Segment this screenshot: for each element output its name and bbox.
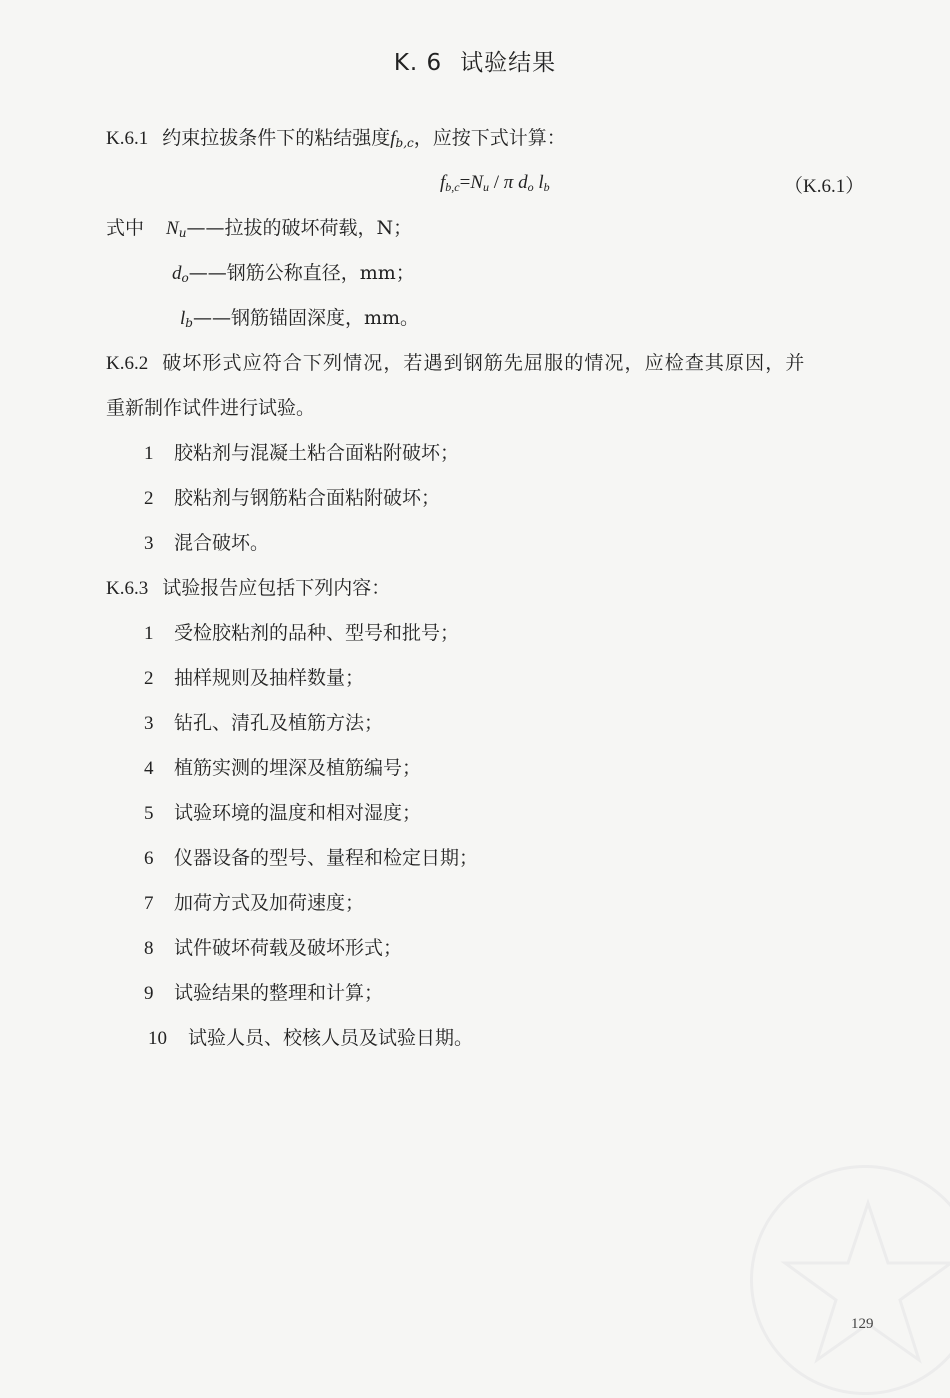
list-item [144, 666, 364, 691]
item-text: 试验人员、校核人员及试验日期。 [188, 1027, 474, 1049]
item-number: 3 [144, 533, 154, 554]
item-text: 抽样规则及抽样数量； [174, 667, 365, 689]
item-text: 加荷方式及加荷速度； [174, 892, 365, 914]
item-number: 3 [144, 713, 154, 734]
item-number: 6 [144, 848, 154, 869]
clause-k63 [106, 576, 390, 601]
clause-number: K.6.3 [106, 578, 149, 599]
clause-k62 [106, 351, 805, 376]
list-item [148, 1026, 473, 1051]
clause-k62-cont [106, 396, 315, 420]
item-number: 9 [144, 983, 154, 1004]
list-item [144, 486, 440, 511]
formula-eq: = [459, 172, 471, 193]
list-item [144, 801, 421, 826]
list-item [144, 531, 269, 556]
section-heading [0, 44, 950, 77]
list-item [144, 711, 383, 736]
item-number: 10 [148, 1028, 167, 1049]
formula-n: N [470, 172, 484, 193]
item-number: 2 [144, 488, 154, 509]
where-d-desc: ——钢筋公称直径，mm； [188, 262, 415, 284]
where-n-desc: ——拉拔的破坏荷载，N； [186, 217, 413, 239]
bond-strength-symbol: f [390, 128, 396, 149]
clause-k61 [106, 126, 566, 155]
item-number: 5 [144, 803, 154, 824]
where-l-desc: ——钢筋锚固深度，mm。 [192, 307, 420, 329]
where-d-sub: o [181, 271, 189, 285]
clause-number: K.6.2 [106, 353, 149, 374]
watermark-seal [750, 1165, 950, 1395]
clause-number: K.6.1 [106, 128, 149, 149]
clause-text: 破坏形式应符合下列情况，若遇到钢筋先屈服的情况，应检查其原因，并 [162, 352, 806, 374]
list-item [144, 891, 364, 916]
list-item [144, 981, 383, 1006]
where-l-sub: b [185, 316, 193, 330]
formula-lhs-sub: b,c [445, 180, 460, 194]
item-number: 1 [144, 623, 154, 644]
item-text: 混合破坏。 [174, 532, 270, 554]
star-icon [753, 1168, 950, 1398]
list-item [144, 621, 459, 646]
item-text: 受检胶粘剂的品种、型号和批号； [174, 622, 460, 644]
list-item [144, 936, 402, 961]
page-number: 129 [851, 1316, 874, 1332]
item-number: 8 [144, 938, 154, 959]
item-number: 7 [144, 893, 154, 914]
list-item [144, 441, 459, 466]
bond-strength-subscript: b,c [395, 136, 414, 150]
section-title: 试验结果 [460, 50, 557, 76]
item-text: 钻孔、清孔及植筋方法； [174, 712, 384, 734]
formula-l-sub: b [543, 180, 550, 194]
clause-text-after: ，应按下式计算： [413, 127, 566, 149]
item-text: 胶粘剂与混凝土粘合面粘附破坏； [174, 442, 460, 464]
formula-d-sub: o [527, 180, 534, 194]
item-number: 1 [144, 443, 154, 464]
section-number: K. 6 [393, 50, 443, 76]
list-item [144, 756, 421, 781]
item-text: 植筋实测的埋深及植筋编号； [174, 757, 422, 779]
formula-n-sub: u [483, 180, 490, 194]
where-n-sub: u [178, 226, 187, 240]
equation-number: （K.6.1） [784, 176, 865, 197]
item-text: 试验环境的温度和相对湿度； [174, 802, 422, 824]
where-label: 式中 [106, 217, 145, 239]
where-n [106, 216, 412, 245]
item-text: 试验结果的整理和计算； [174, 982, 384, 1004]
item-text: 仪器设备的型号、量程和检定日期； [174, 847, 479, 869]
where-l [180, 306, 419, 335]
formula-l: l [538, 172, 544, 193]
item-text: 试件破坏荷载及破坏形式； [174, 937, 403, 959]
formula-pi: π [503, 172, 519, 193]
item-number: 4 [144, 758, 154, 779]
formula-k61 [440, 171, 550, 199]
formula-lhs: f [440, 172, 446, 193]
where-l-symbol: l [180, 308, 186, 329]
item-text: 胶粘剂与钢筋粘合面粘附破坏； [174, 487, 441, 509]
where-d [172, 261, 415, 290]
list-item [144, 846, 478, 871]
formula-slash: / [489, 172, 504, 193]
clause-text: 约束拉拔条件下的粘结强度 [162, 127, 391, 149]
where-d-symbol: d [172, 263, 182, 284]
clause-text: 试验报告应包括下列内容： [162, 577, 391, 599]
clause-text: 重新制作试件进行试验。 [106, 397, 316, 419]
item-number: 2 [144, 668, 154, 689]
where-n-symbol: N [166, 218, 179, 239]
formula-d: d [518, 172, 528, 193]
